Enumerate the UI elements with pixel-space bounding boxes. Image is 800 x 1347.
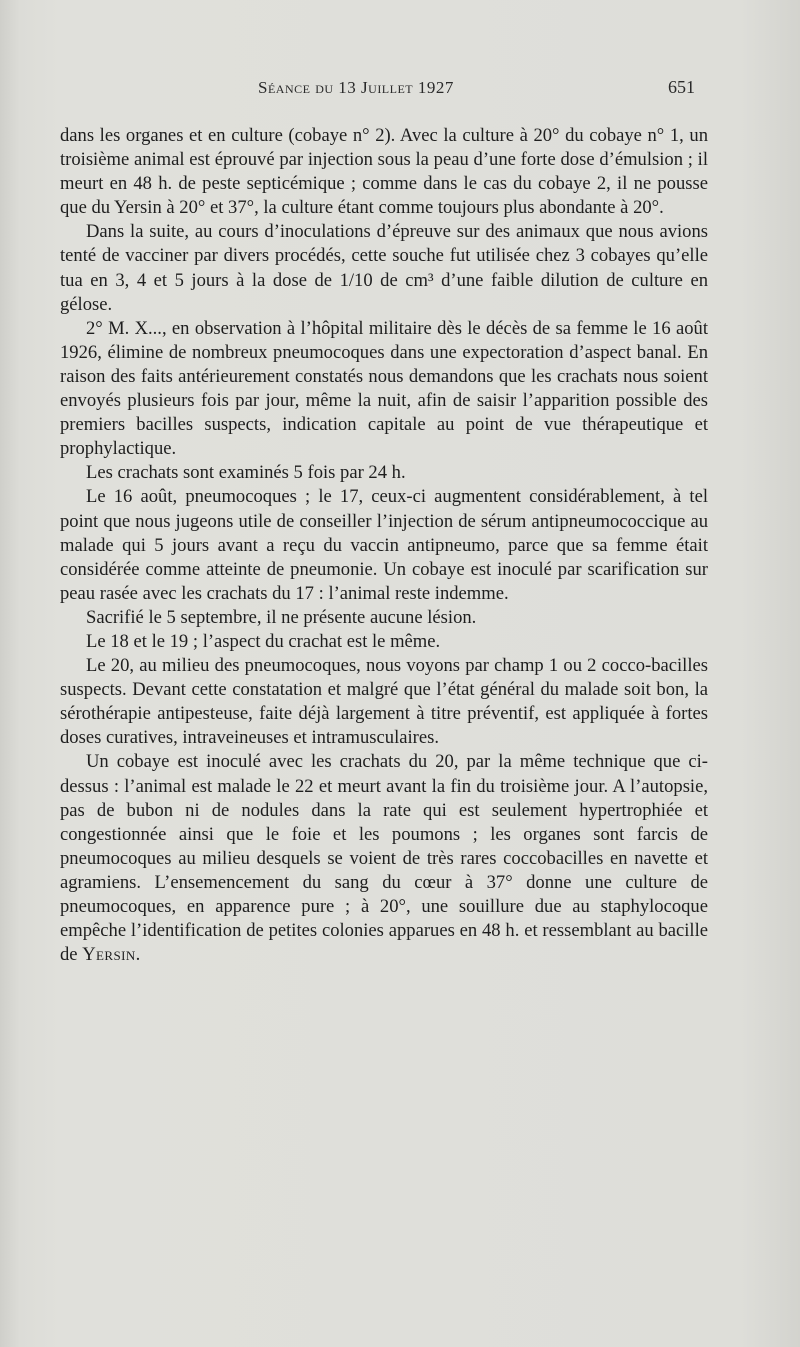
- paragraph-5: Le 16 août, pneumocoques ; le 17, ceux-ci augmentent considérablement, à tel point que nous jugeons utile de conseiller l’injection de sérum antipneumococcique au malade qui 5 jours avant a reçu du vaccin antipneumo, parce que sa femme était considérée comme atteinte de pneumonie. Un cobaye est inoculé par scarification sur peau rasée avec les crachats du 17 : l’animal reste indemme.: [60, 486, 708, 604]
- running-head: Séance du 13 Juillet 1927: [258, 78, 454, 97]
- paragraph-3: 2° M. X..., en observation à l’hôpital militaire dès le décès de sa femme le 16 août 1926, élimine de nombreux pneumocoques dans une expectoration d’aspect banal. En raison des faits antérieurement constatés nous demandons que les crachats nous soient envoyés plusieurs fois par jour, même la nuit, afin de saisir l’apparition possible des premiers bacilles suspects, indication capitale au point de vue thérapeutique et prophylactique.: [60, 317, 708, 460]
- paragraph-9: [60, 750, 708, 967]
- paragraph-1: dans les organes et en culture (cobaye n° 2). Avec la culture à 20° du cobaye n° 1, un troisième animal est éprouvé par injection sous la peau d’une forte dose d’émulsion ; il meurt en 48 h. de peste septicémique ; comme dans le cas du cobaye 2, il ne pousse que du Yersin à 20° et 37°, la culture étant comme toujours plus abondante à 20°.: [60, 125, 708, 219]
- paragraph-9-text: Un cobaye est inoculé avec les crachats du 20, par la même technique que ci-dessus : l’animal est malade le 22 et meurt avant la fin du troisième jour. A l’autopsie, pas de bubon ni de nodules dans la rate qui est seulement hypertrophiée et congestionnée ainsi que le foie et les poumons ; les organes sont farcis de pneumocoques au milieu desquels se voient de très rares coccobacilles en navette et agramiens. L’ensemencement du sang du cœur à 37° donne une culture de pneumocoques, en apparence pure ; à 20°, une souillure due au staphylocoque empêche l’identification de petites colonies apparues en 48 h. et ressemblant au bacille de: [60, 751, 708, 966]
- paragraph-8: Le 20, au milieu des pneumocoques, nous voyons par champ 1 ou 2 cocco-bacilles suspects. Devant cette constatation et malgré que l’état général du malade soit bon, la sérothérapie antipesteuse, faite déjà largement à titre préventif, est appliquée à fortes doses curatives, intraveineuses et intramusculaires.: [60, 655, 708, 749]
- paragraph-6: Sacrifié le 5 septembre, il ne présente aucune lésion.: [86, 606, 477, 628]
- author-name: Yersin.: [82, 944, 141, 966]
- page-number: 651: [668, 77, 695, 97]
- paragraph-7: Le 18 et le 19 ; l’aspect du crachat est le même.: [86, 630, 441, 652]
- paragraph-2: Dans la suite, au cours d’inoculations d’épreuve sur des animaux que nous avions tenté de vacciner par divers procédés, cette souche fut utilisée chez 3 cobayes qu’elle tua en 3, 4 et 5 jours à la dose de 1/10 de cm³ d’une faible dilution de culture en gélose.: [60, 221, 708, 315]
- page-header: [0, 74, 800, 104]
- body-text: [60, 124, 708, 967]
- paragraph-4: Les crachats sont examinés 5 fois par 24 h.: [86, 462, 406, 484]
